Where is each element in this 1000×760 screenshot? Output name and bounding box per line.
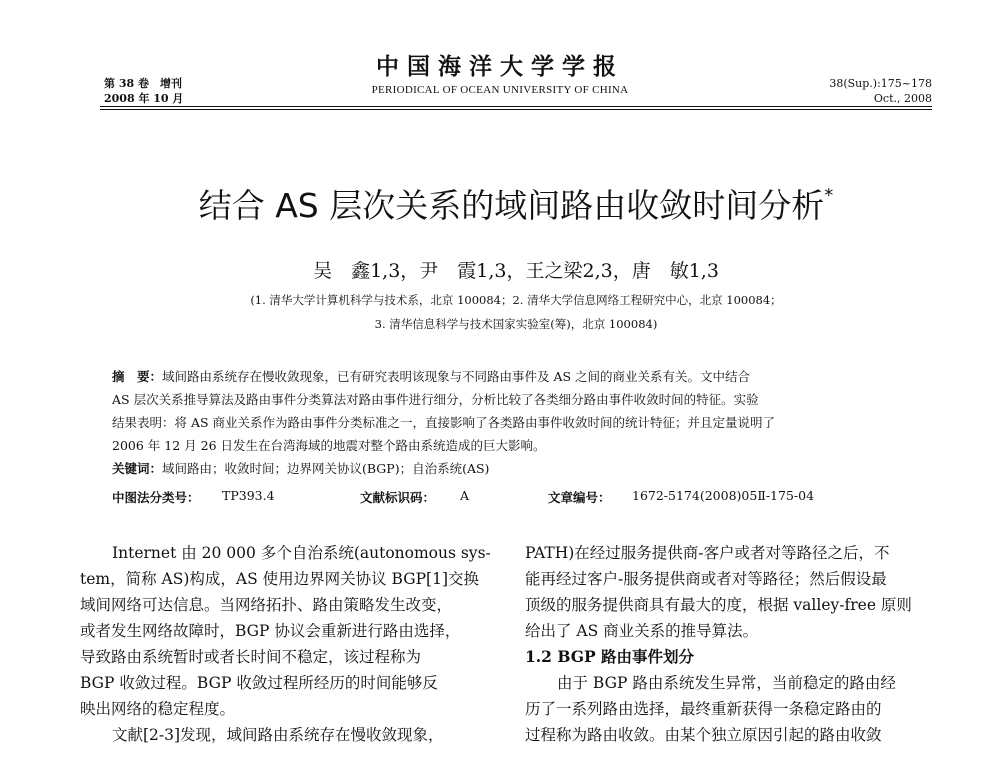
abstract-line-3: 结果表明：将 AS 商业关系作为路由事件分类标准之一，直接影响了各类路由事件收敛时间的统计特征；并且定量说明了 — [112, 415, 776, 430]
body-column-right — [525, 540, 935, 748]
section-heading: 1.2 BGP 路由事件划分 — [525, 647, 695, 666]
body-line: 域间网络可达信息。当网络拓扑、路由策略发生改变， — [80, 596, 453, 614]
journal-masthead — [300, 52, 700, 96]
header-rule-top — [100, 106, 932, 107]
page-range-info — [829, 76, 932, 106]
affiliation-line-2: 3. 清华信息科学与技术国家实验室(筹)，北京 100084) — [374, 317, 658, 331]
clc-value: TP393.4 — [222, 488, 275, 503]
body-line: 历了一系列路由选择，最终重新获得一条稳定路由的 — [525, 700, 882, 718]
volume-info — [104, 76, 183, 106]
keywords-value: 域间路由；收敛时间；边界网关协议(BGP)；自治系统(AS) — [162, 461, 490, 476]
affiliation-line-1: (1. 清华大学计算机科学与技术系，北京 100084；2. 清华大学信息网络工程研究中心，北京 100084； — [250, 293, 782, 307]
body-line: 顶级的服务提供商具有最大的度，根据 valley-free 原则 — [525, 596, 912, 614]
paper-title-text: 结合 AS 层次关系的域间路由收敛时间分析 — [198, 186, 825, 225]
journal-name-en: PERIODICAL OF OCEAN UNIVERSITY OF CHINA — [371, 84, 629, 96]
header-rule-bottom — [100, 109, 932, 110]
abstract-line-2: AS 层次关系推导算法及路由事件分类算法对路由事件进行细分，分析比较了各类细分路由事件收敛时间的特征。实验 — [112, 392, 759, 407]
body-line: 导致路由系统暂时或者长时间不稳定，该过程称为 — [80, 648, 422, 666]
body-line: 过程称为路由收敛。由某个独立原因引起的路由收敛 — [525, 726, 882, 744]
body-line: 或者发生网络故障时，BGP 协议会重新进行路由选择， — [80, 622, 461, 640]
abstract-line-4: 2006 年 12 月 26 日发生在台湾海域的地震对整个路由系统造成的巨大影响。 — [112, 438, 546, 453]
clc-label: 中图法分类号： — [112, 490, 200, 505]
article-id-value: 1672-5174(2008)05Ⅱ-175-04 — [632, 488, 815, 503]
abstract-text-1: 域间路由系统存在慢收敛现象，已有研究表明该现象与不同路由事件及 AS 之间的商业关系有关。文中结合 — [162, 369, 751, 384]
issue-month: Oct., 2008 — [873, 92, 932, 105]
abstract-line-1 — [112, 365, 924, 388]
body-line: 由于 BGP 路由系统发生异常，当前稳定的路由经 — [557, 674, 896, 692]
volume-issue: 第 38 卷 增刊 — [104, 77, 182, 90]
body-line — [80, 566, 490, 592]
doc-code-value: A — [460, 488, 470, 503]
body-line: 给出了 AS 商业关系的推导算法。 — [525, 622, 759, 640]
author-list: 吴 鑫1,3，尹 霞1,3，王之梁2,3，唐 敏1,3 — [313, 260, 719, 282]
body-line: 文献[2-3]发现，域间路由系统存在慢收敛现象， — [112, 726, 444, 744]
article-id-label: 文章编号： — [548, 490, 611, 505]
body-line-part: tem，简称 AS)构成，AS 使用边界网关协议 BGP[1]交换 — [80, 570, 479, 588]
body-line: 映出网络的稳定程度。 — [80, 700, 236, 718]
abstract-block — [112, 365, 924, 480]
body-line: Internet 由 20 000 多个自治系统(autonomous sys- — [112, 544, 491, 562]
issue-date: 2008 年 10 月 — [104, 92, 184, 105]
doc-code-label: 文献标识码： — [360, 490, 436, 505]
paper-title — [100, 174, 932, 228]
body-line: BGP 收敛过程。BGP 收敛过程所经历的时间能够反 — [80, 674, 438, 692]
abstract-label: 摘 要： — [112, 369, 163, 384]
page-range: 38(Sup.):175~178 — [829, 77, 932, 90]
keywords-label: 关键词： — [112, 461, 163, 476]
body-line: 能再经过客户-服务提供商或者对等路径；然后假设最 — [525, 570, 887, 588]
footnote-marker: * — [824, 185, 834, 206]
body-line: PATH)在经过服务提供商-客户或者对等路径之后，不 — [525, 544, 890, 562]
body-column-left — [80, 540, 490, 748]
keywords-line — [112, 457, 924, 480]
journal-name-cn: 中国海洋大学学报 — [376, 54, 624, 80]
